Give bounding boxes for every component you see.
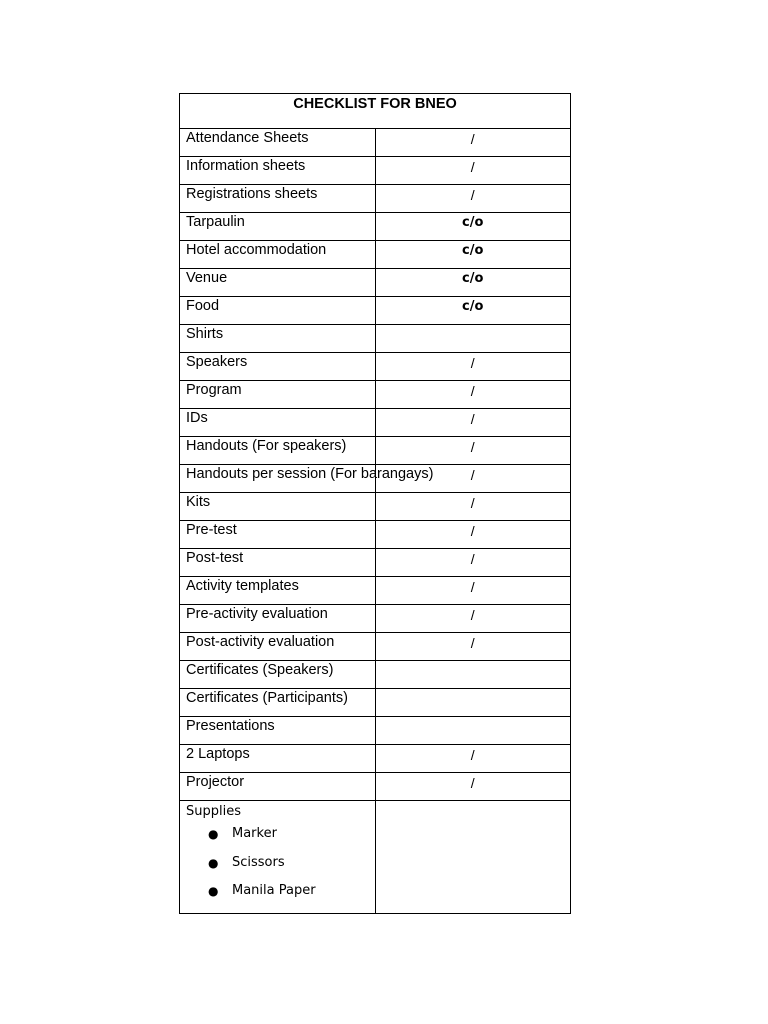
- supplies-cell: [180, 801, 376, 914]
- supplies-label: Supplies: [186, 804, 241, 819]
- item-label: Information sheets: [180, 157, 376, 185]
- item-label: 2 Laptops: [180, 745, 376, 773]
- item-label: Shirts: [180, 325, 376, 353]
- checklist-row: [180, 381, 571, 409]
- item-label: Pre-activity evaluation: [180, 605, 376, 633]
- checklist-row: [180, 661, 571, 689]
- supply-item: [186, 877, 375, 906]
- checklist-title: CHECKLIST FOR BNEO: [180, 94, 571, 129]
- item-label: Kits: [180, 493, 376, 521]
- checklist-row: [180, 493, 571, 521]
- item-status-mark: /: [375, 773, 571, 801]
- supply-item-label: Scissors: [232, 854, 285, 870]
- supplies-status-mark: [375, 801, 571, 914]
- checklist-row: [180, 269, 571, 297]
- checklist-row: [180, 409, 571, 437]
- item-label: Tarpaulin: [180, 213, 376, 241]
- checklist-row: [180, 717, 571, 745]
- item-label: Pre-test: [180, 521, 376, 549]
- checklist-row: [180, 773, 571, 801]
- item-status-mark: /: [375, 577, 571, 605]
- item-status-mark: /: [375, 353, 571, 381]
- supplies-row: [180, 801, 571, 914]
- item-status-mark: c/o: [375, 213, 571, 241]
- item-status-mark: /: [375, 633, 571, 661]
- item-status-mark: /: [375, 549, 571, 577]
- item-status-mark: [375, 325, 571, 353]
- checklist-row: [180, 241, 571, 269]
- item-label: Handouts per session (For barangays): [180, 465, 376, 493]
- item-label: Handouts (For speakers): [180, 437, 376, 465]
- checklist-row: [180, 745, 571, 773]
- item-label: Activity templates: [180, 577, 376, 605]
- supply-item-label: Marker: [232, 826, 277, 841]
- checklist-body: [180, 94, 571, 914]
- item-status-mark: c/o: [375, 297, 571, 325]
- bullet-icon: ●: [208, 855, 219, 870]
- item-status-mark: c/o: [375, 241, 571, 269]
- checklist-row: [180, 129, 571, 157]
- item-status-mark: /: [375, 493, 571, 521]
- checklist-row: [180, 689, 571, 717]
- item-status-mark: [375, 661, 571, 689]
- item-status-mark: /: [375, 129, 571, 157]
- item-label: Registrations sheets: [180, 185, 376, 213]
- item-status-mark: c/o: [375, 269, 571, 297]
- item-status-mark: /: [375, 465, 571, 493]
- bullet-icon: ●: [208, 884, 219, 898]
- checklist-table: [179, 93, 571, 914]
- supply-item: [186, 849, 375, 878]
- item-label: Certificates (Participants): [180, 689, 376, 717]
- checklist-row: [180, 297, 571, 325]
- checklist-row: [180, 325, 571, 353]
- item-label: IDs: [180, 409, 376, 437]
- item-status-mark: [375, 689, 571, 717]
- item-label: Post-activity evaluation: [180, 633, 376, 661]
- item-status-mark: /: [375, 157, 571, 185]
- item-status-mark: /: [375, 605, 571, 633]
- checklist-row: [180, 633, 571, 661]
- item-status-mark: /: [375, 185, 571, 213]
- checklist-row: [180, 157, 571, 185]
- item-status-mark: [375, 717, 571, 745]
- checklist-row: [180, 437, 571, 465]
- checklist-row: [180, 577, 571, 605]
- checklist-row: [180, 185, 571, 213]
- item-status-mark: /: [375, 437, 571, 465]
- supply-item: [186, 820, 375, 849]
- item-label: Post-test: [180, 549, 376, 577]
- item-label: Presentations: [180, 717, 376, 745]
- checklist-row: [180, 605, 571, 633]
- checklist-row: [180, 521, 571, 549]
- item-status-mark: /: [375, 745, 571, 773]
- title-row: [180, 94, 571, 129]
- item-label: Food: [180, 297, 376, 325]
- item-label: Projector: [180, 773, 376, 801]
- checklist-row: [180, 353, 571, 381]
- checklist-row: [180, 549, 571, 577]
- bullet-icon: ●: [208, 827, 219, 841]
- supply-item-label: Manila Paper: [232, 883, 316, 898]
- item-status-mark: /: [375, 381, 571, 409]
- item-status-mark: /: [375, 409, 571, 437]
- item-label: Venue: [180, 269, 376, 297]
- supplies-list: [186, 820, 375, 906]
- item-label: Program: [180, 381, 376, 409]
- item-label: Attendance Sheets: [180, 129, 376, 157]
- checklist-row: [180, 213, 571, 241]
- item-status-mark: /: [375, 521, 571, 549]
- item-label: Certificates (Speakers): [180, 661, 376, 689]
- item-label: Hotel accommodation: [180, 241, 376, 269]
- item-label: Speakers: [180, 353, 376, 381]
- checklist-row: [180, 465, 571, 493]
